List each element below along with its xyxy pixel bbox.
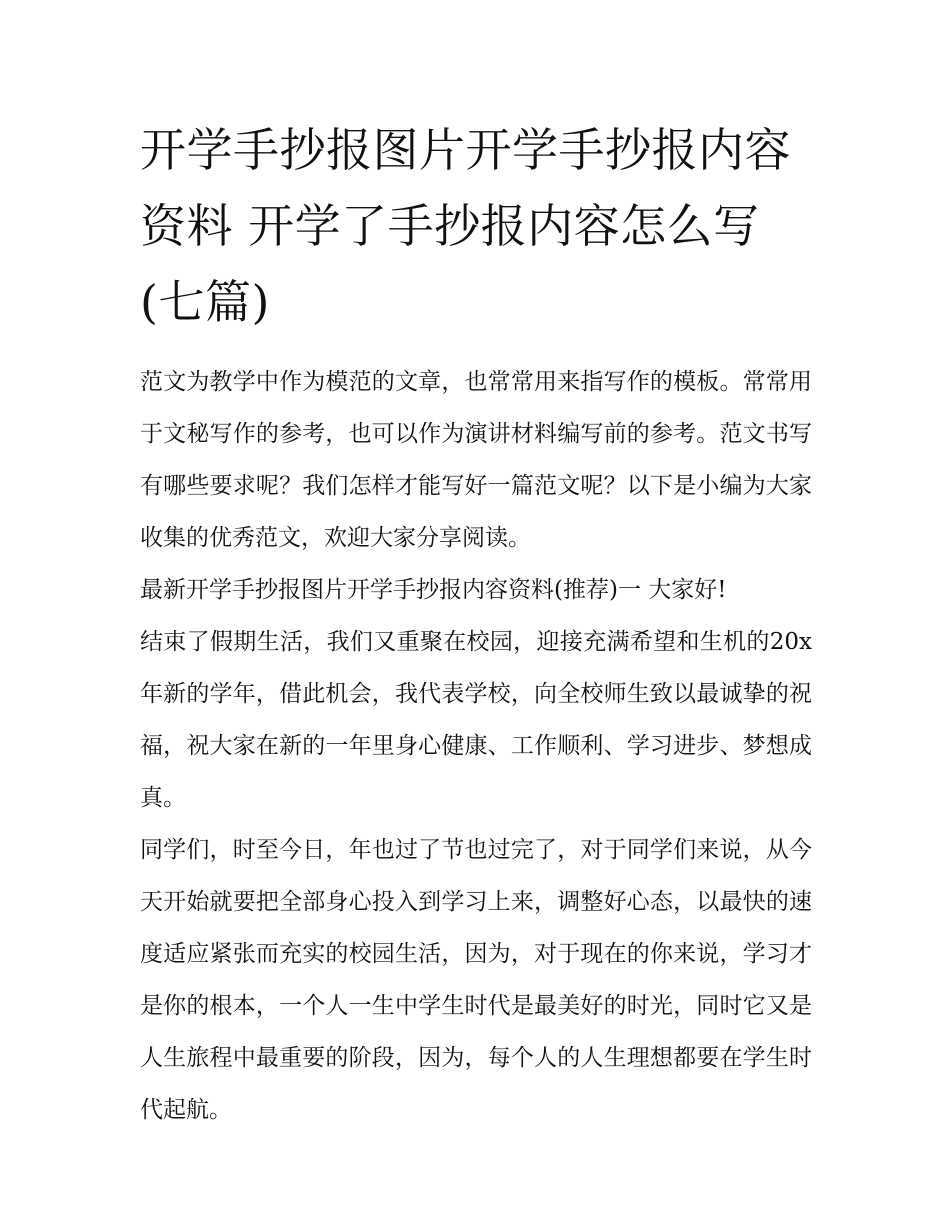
document-content bbox=[140, 112, 812, 1136]
paragraph-heading-greeting: 最新开学手抄报图片开学手抄报内容资料(推荐)一 大家好! bbox=[140, 577, 727, 603]
document-body bbox=[140, 356, 812, 1136]
paragraph-students: 同学们，时至今日，年也过了节也过完了，对于同学们来说，从今天开始就要把全部身心投入到学习上来，调整好心态，以最快的速度适应紧张而充实的校园生活，因为，对于现在的你来说，学习才是你的根本，一个人一生中学生时代是最美好的时光，同时它又是人生旅程中最重要的阶段，因为，每个人的人生理想都要在学生时代起航。 bbox=[140, 837, 812, 1123]
document-title: 开学手抄报图片开学手抄报内容资料 开学了手抄报内容怎么写(七篇) bbox=[140, 123, 791, 329]
paragraph-welcome: 结束了假期生活，我们又重聚在校园，迎接充满希望和生机的20x 年新的学年，借此机会，我代表学校，向全校师生致以最诚挚的祝福，祝大家在新的一年里身心健康、工作顺利、学习进步、梦想成真。 bbox=[140, 629, 812, 811]
paragraph-intro: 范文为教学中作为模范的文章，也常常用来指写作的模板。常常用于文秘写作的参考，也可以作为演讲材料编写前的参考。范文书写有哪些要求呢？我们怎样才能写好一篇范文呢？以下是小编为大家收集的优秀范文，欢迎大家分享阅读。 bbox=[140, 369, 812, 551]
